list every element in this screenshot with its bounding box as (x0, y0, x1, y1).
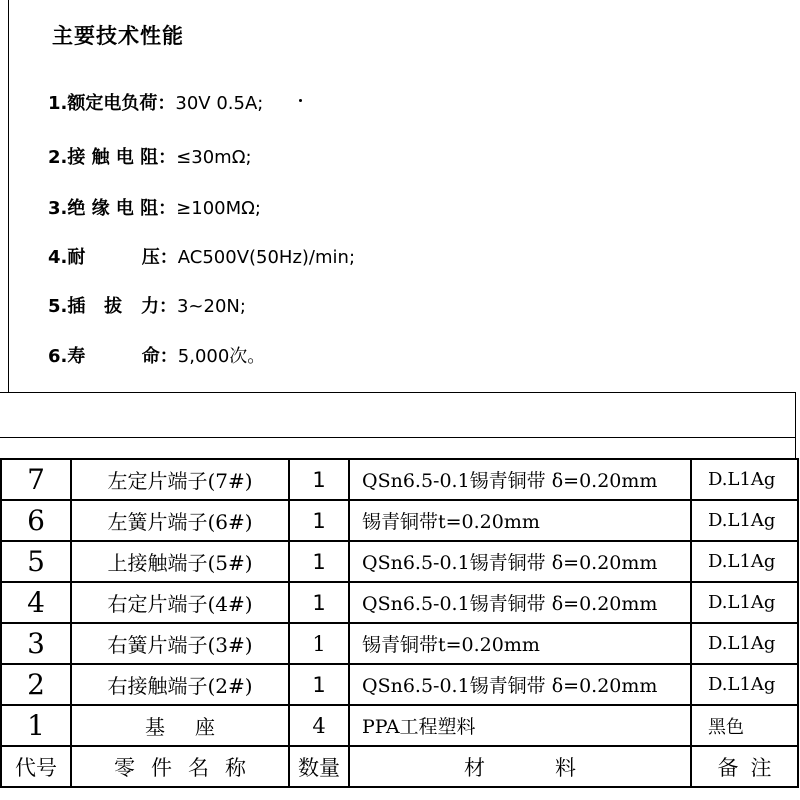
part-quantity: 1 (289, 459, 349, 500)
header-quantity: 数量 (289, 746, 349, 787)
bom-row (1, 664, 798, 705)
spec-value: AC500V(50Hz)/min; (177, 247, 356, 268)
spec-label: 2.接 触 电 阻： (48, 147, 177, 168)
part-code: 3 (1, 623, 71, 664)
part-material: QSn6.5-0.1锡青铜带 δ=0.20mm (349, 541, 691, 582)
spec-label: 6.寿 命： (48, 346, 178, 367)
spec-item-1 (48, 89, 263, 115)
spec-item-2 (48, 143, 252, 169)
part-name: 基座 (71, 705, 289, 746)
stray-dot (299, 99, 302, 102)
part-quantity: 1 (289, 500, 349, 541)
part-material: QSn6.5-0.1锡青铜带 δ=0.20mm (349, 582, 691, 623)
part-name: 上接触端子(5#) (71, 541, 289, 582)
bom-row (1, 705, 798, 746)
part-name: 右接触端子(2#) (71, 664, 289, 705)
spec-item-5 (48, 292, 246, 318)
part-material: 锡青铜带t=0.20mm (349, 500, 691, 541)
spec-value: ≤30mΩ; (176, 147, 252, 168)
part-name: 左簧片端子(6#) (71, 500, 289, 541)
spec-label: 1.额定电负荷： (48, 93, 176, 114)
part-note: D.L1Ag (691, 623, 798, 664)
part-material: 锡青铜带t=0.20mm (349, 623, 691, 664)
bill-of-materials-table (0, 458, 799, 788)
spec-label: 3.绝 缘 电 阻： (48, 198, 177, 219)
part-note: D.L1Ag (691, 541, 798, 582)
spec-item-3 (48, 194, 261, 220)
header-note: 备注 (691, 746, 798, 787)
title-block-band (0, 392, 796, 438)
spec-value: 5,000次。 (177, 346, 266, 367)
part-note: D.L1Ag (691, 664, 798, 705)
header-material: 材料 (349, 746, 691, 787)
bom-row (1, 582, 798, 623)
bom-row (1, 459, 798, 500)
bom-row (1, 500, 798, 541)
part-quantity: 1 (289, 541, 349, 582)
part-quantity: 1 (289, 623, 349, 664)
bom-header-row (1, 746, 798, 787)
spec-value: 30V 0.5A; (175, 93, 264, 114)
part-note: 黑色 (691, 705, 798, 746)
specs-title: 主要技术性能 (52, 24, 184, 48)
title-block-band-narrow (0, 436, 796, 459)
spec-value: 3~20N; (176, 296, 246, 317)
part-note: D.L1Ag (691, 582, 798, 623)
spec-item-4 (48, 243, 355, 269)
header-part-name: 零件名称 (71, 746, 289, 787)
part-code: 4 (1, 582, 71, 623)
drawing-frame-left (8, 0, 9, 393)
part-code: 6 (1, 500, 71, 541)
spec-value: ≥100MΩ; (176, 198, 261, 219)
part-code: 2 (1, 664, 71, 705)
header-code: 代号 (1, 746, 71, 787)
part-code: 5 (1, 541, 71, 582)
part-code: 1 (1, 705, 71, 746)
bom-row (1, 541, 798, 582)
part-quantity: 1 (289, 582, 349, 623)
spec-label: 4.耐 压： (48, 247, 178, 268)
part-note: D.L1Ag (691, 500, 798, 541)
part-material: QSn6.5-0.1锡青铜带 δ=0.20mm (349, 459, 691, 500)
bom-row (1, 623, 798, 664)
spec-label: 5.插 拔 力： (48, 296, 177, 317)
part-name: 右定片端子(4#) (71, 582, 289, 623)
part-material: QSn6.5-0.1锡青铜带 δ=0.20mm (349, 664, 691, 705)
part-note: D.L1Ag (691, 459, 798, 500)
spec-item-6 (48, 342, 265, 368)
part-material: PPA工程塑料 (349, 705, 691, 746)
part-quantity: 1 (289, 664, 349, 705)
part-name: 左定片端子(7#) (71, 459, 289, 500)
part-code: 7 (1, 459, 71, 500)
part-quantity: 4 (289, 705, 349, 746)
part-name: 右簧片端子(3#) (71, 623, 289, 664)
